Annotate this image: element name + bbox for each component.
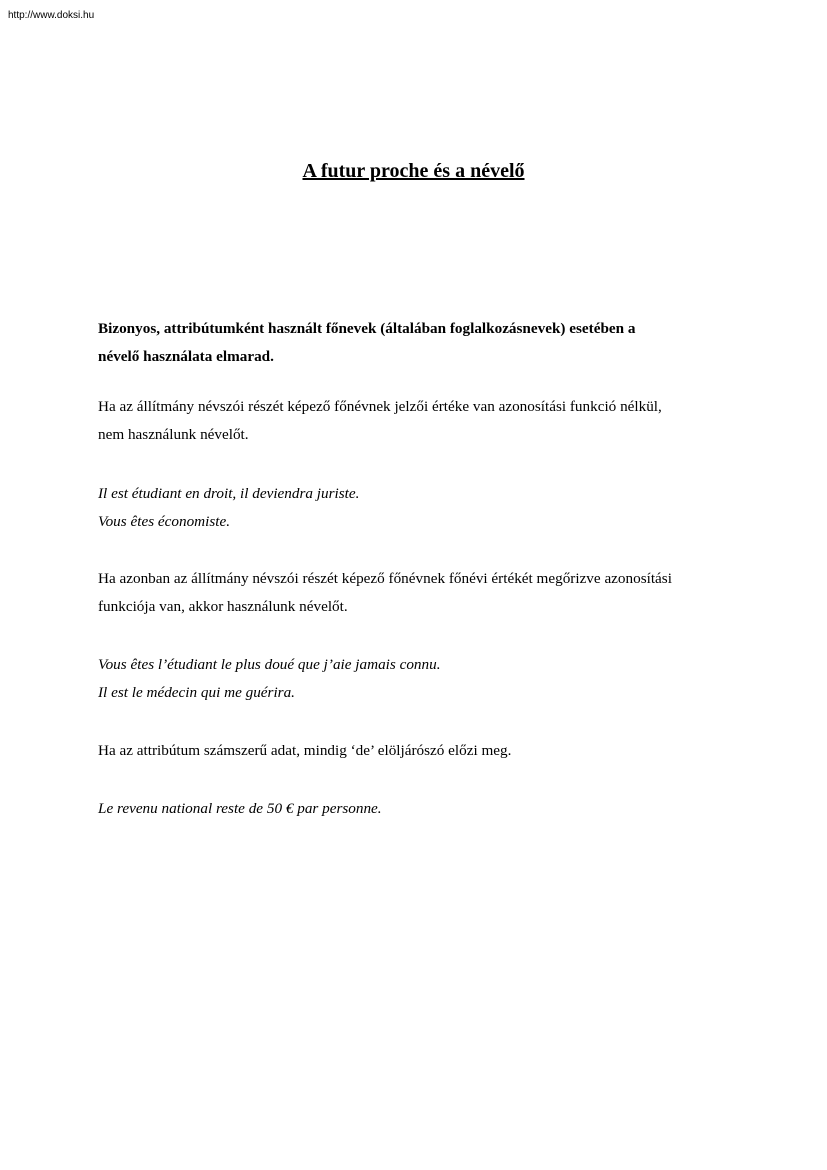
para3-line-1: Ha az attribútum számszerű adat, mindig ‘de’ elöljárószó előzi meg. (98, 742, 512, 759)
example-group-1 (98, 480, 738, 536)
example-1a: Il est étudiant en droit, il deviendra juriste. (98, 485, 360, 502)
rule-paragraph (98, 315, 738, 371)
para2-line-2: funkciója van, akkor használunk névelőt. (98, 598, 348, 615)
example-group-3 (98, 795, 738, 823)
example-3a: Le revenu national reste de 50 € par personne. (98, 800, 382, 817)
explanation-paragraph-2 (98, 565, 738, 621)
example-group-2 (98, 651, 738, 707)
source-url[interactable]: http://www.doksi.hu (8, 10, 95, 21)
para2-line-1: Ha azonban az állítmány névszói részét képező főnévnek főnévi értékét megőrizve azonosítási (98, 570, 672, 587)
explanation-paragraph-3 (98, 737, 738, 765)
para1-line-1: Ha az állítmány névszói részét képező főnévnek jelzői értéke van azonosítási funkció nélkül, (98, 398, 662, 415)
rule-line-2: névelő használata elmarad. (98, 348, 274, 365)
example-1b: Vous êtes économiste. (98, 513, 231, 530)
para1-line-2: nem használunk névelőt. (98, 426, 249, 443)
example-2b: Il est le médecin qui me guérira. (98, 684, 295, 701)
page-title: A futur proche és a névelő (302, 160, 525, 182)
explanation-paragraph-1 (98, 393, 738, 449)
rule-line-1: Bizonyos, attribútumként használt főnevek (általában foglalkozásnevek) esetében a (98, 320, 636, 337)
example-2a: Vous êtes l’étudiant le plus doué que j’aie jamais connu. (98, 656, 441, 673)
